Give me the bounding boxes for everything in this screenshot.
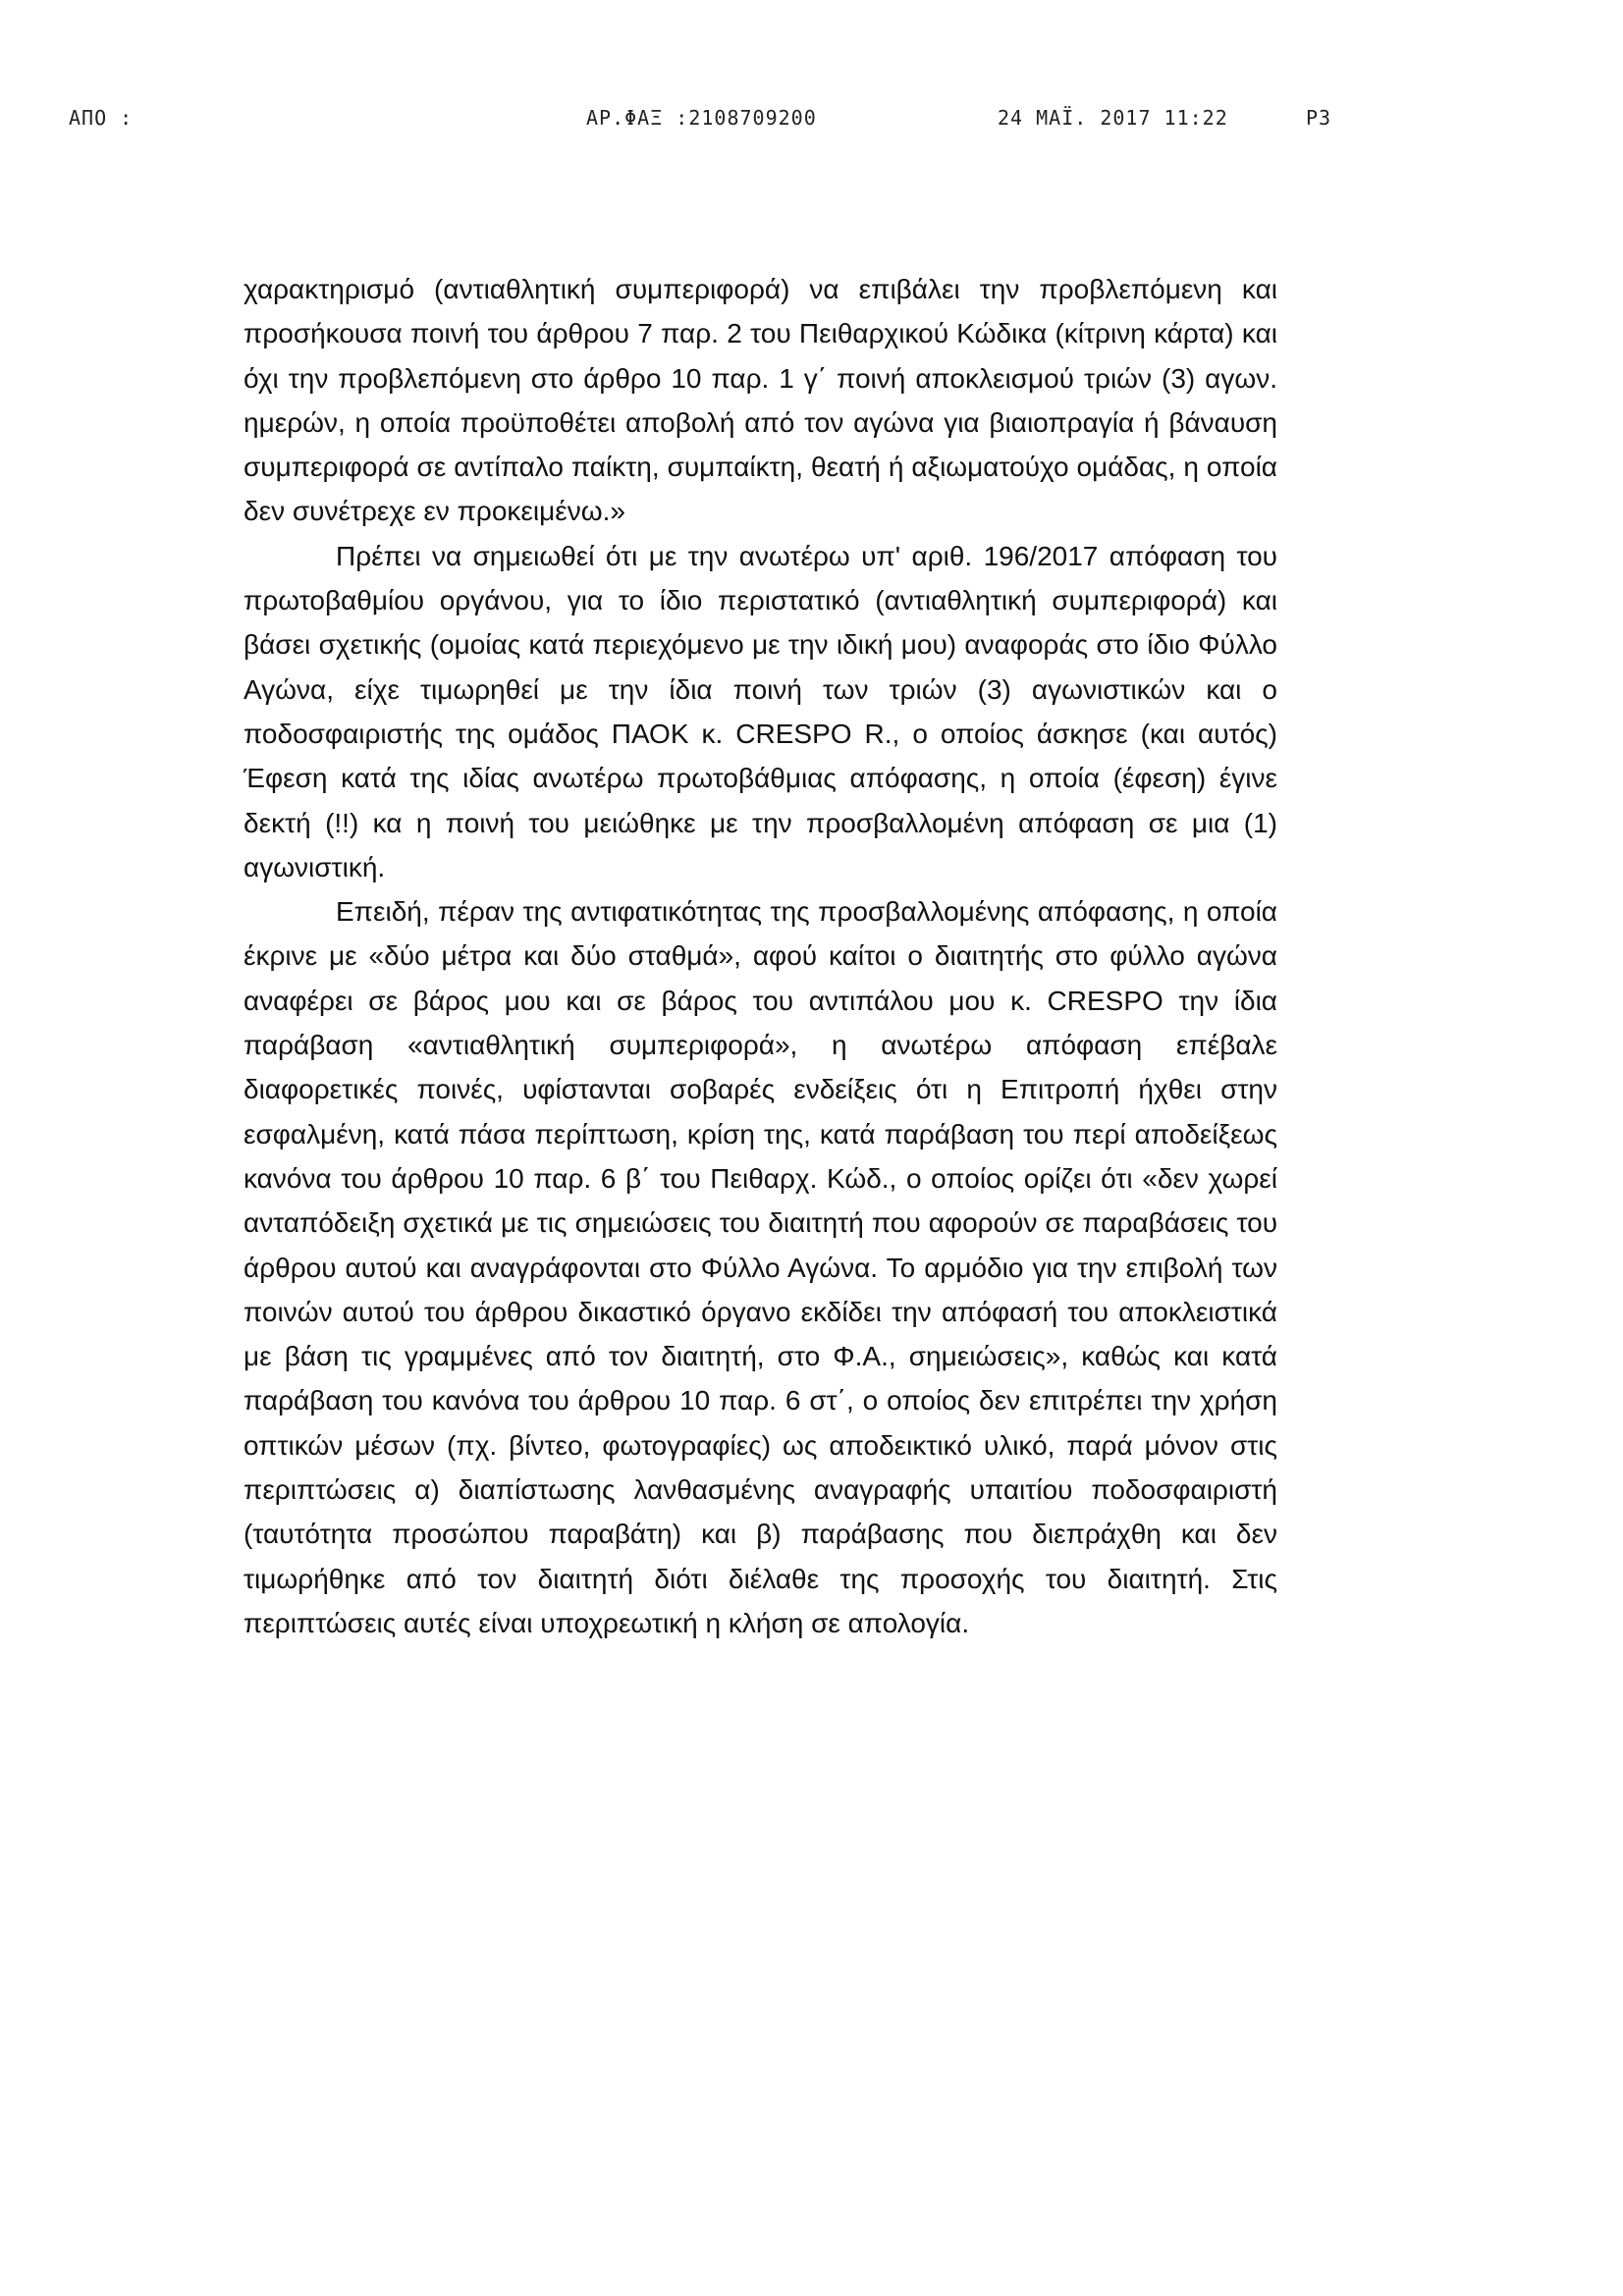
paragraph-note: Πρέπει να σημειωθεί ότι με την ανωτέρω υπ' αριθ. 196/2017 απόφαση του πρωτοβαθμίου οργάνου, για το ίδιο περιστατικό (αντιαθλητική συμπεριφορά) και βάσει σχετικής (ομοίας κατά περιεχόμενο με την ιδική μου) αναφοράς στο ίδιο Φύλλο Αγώνα, είχε τιμωρηθεί με την ίδια ποινή των τριών (3) αγωνιστικών και ο ποδοσφαιριστής της ομάδος ΠΑΟΚ κ. CRESPO R., ο οποίος άσκησε (και αυτός) Έφεση κατά της ιδίας ανωτέρω πρωτοβάθμιας απόφασης, η οποία (έφεση) έγινε δεκτή (!!) κα η ποινή του μειώθηκε με την προσβαλλομένη απόφαση σε μια (1) αγωνιστική. <box>243 540 1277 882</box>
fax-header <box>0 106 1623 135</box>
document-body <box>243 267 1277 1645</box>
paragraph-continuation: χαρακτηρισμό (αντιαθλητική συμπεριφορά) να επιβάλει την προβλεπόμενη και προσήκουσα ποινή του άρθρου 7 παρ. 2 του Πειθαρχικού Κώδικα (κίτρινη κάρτα) και όχι την προβλεπόμενη στο άρθρο 10 παρ. 1 γ΄ ποινή αποκλεισμού τριών (3) αγων. ημερών, η οποία προϋποθέτει αποβολή από τον αγώνα για βιαιοπραγία ή βάναυση συμπεριφορά σε αντίπαλο παίκτη, συμπαίκτη, θεατή ή αξιωματούχο ομάδας, η οποία δεν συνέτρεχε εν προκειμένω.» <box>243 274 1277 527</box>
fax-from-label: ΑΠΟ : <box>69 106 134 130</box>
fax-page-number: Ρ3 <box>1306 106 1332 130</box>
fax-datetime: 24 ΜΑΪ. 2017 11:22 <box>998 106 1228 130</box>
fax-number: ΑΡ.ΦΑΞ :2108709200 <box>586 106 817 130</box>
paragraph-argument: Επειδή, πέραν της αντιφατικότητας της προσβαλλομένης απόφασης, η οποία έκρινε με «δύο μέτρα και δύο σταθμά», αφού καίτοι ο διαιτητής στο φύλλο αγώνα αναφέρει σε βάρος μου και σε βάρος του αντιπάλου μου κ. CRESPO την ίδια παράβαση «αντιαθλητική συμπεριφορά», η ανωτέρω απόφαση επέβαλε διαφορετικές ποινές, υφίστανται σοβαρές ενδείξεις ότι η Επιτροπή ήχθει στην εσφαλμένη, κατά πάσα περίπτωση, κρίση της, κατά παράβαση του περί αποδείξεως κανόνα του άρθρου 10 παρ. 6 β΄ του Πειθαρχ. Κώδ., ο οποίος ορίζει ότι «δεν χωρεί ανταπόδειξη σχετικά με τις σημειώσεις του διαιτητή που αφορούν σε παραβάσεις του άρθρου αυτού και αναγράφονται στο Φύλλο Αγώνα. Το αρμόδιο για την επιβολή των ποινών αυτού του άρθρου δικαστικό όργανο εκδίδει την απόφασή του αποκλειστικά με βάση τις γραμμένες από τον διαιτητή, στο Φ.Α., σημειώσεις», καθώς και κατά παράβαση του κανόνα του άρθρου 10 παρ. 6 στ΄, ο οποίος δεν επιτρέπει την χρήση οπτικών μέσων (πχ. βίντεο, φωτογραφίες) ως αποδεικτικό υλικό, παρά μόνον στις περιπτώσεις α) διαπίστωσης λανθασμένης αναγραφής υπαιτίου ποδοσφαιριστή (ταυτότητα προσώπου παραβάτη) και β) παράβασης που διεπράχθη και δεν τιμωρήθηκε από τον διαιτητή διότι διέλαθε της προσοχής του διαιτητή. Στις περιπτώσεις αυτές είναι υποχρεωτική η κλήση σε απολογία. <box>243 896 1277 1638</box>
